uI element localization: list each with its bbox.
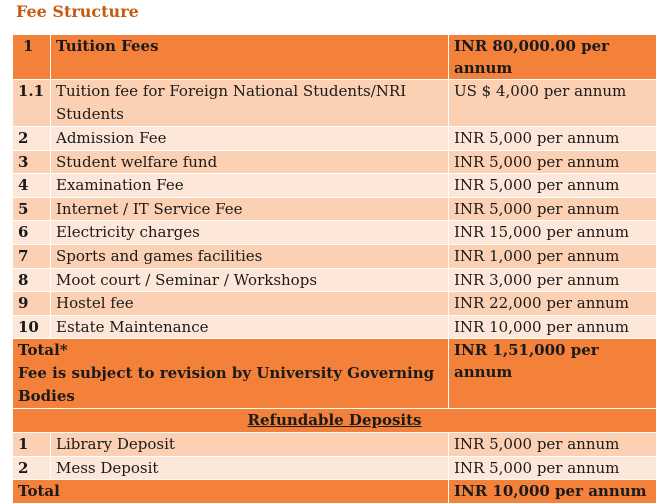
deposit-description: Mess Deposit (51, 456, 449, 480)
deposits-heading: Refundable Deposits (13, 409, 657, 433)
total-amount: INR 1,51,000 per annum (449, 339, 657, 409)
table-row (13, 315, 657, 339)
table-row (13, 80, 657, 127)
fee-amount: US $ 4,000 per annum (449, 80, 657, 127)
fee-description: Internet / IT Service Fee (51, 197, 449, 221)
row-number: 1 (13, 432, 51, 456)
table-row (13, 197, 657, 221)
row-number: 1.1 (13, 80, 51, 127)
fee-description: Examination Fee (51, 174, 449, 198)
table-row (13, 127, 657, 151)
fee-amount: INR 5,000 per annum (449, 197, 657, 221)
deposit-amount: INR 5,000 per annum (449, 456, 657, 480)
fee-amount: INR 80,000.00 per annum (449, 35, 657, 80)
deposits-heading-row (13, 409, 657, 433)
row-number: 1 (13, 35, 51, 80)
fee-description: Student welfare fund (51, 150, 449, 174)
fee-description: Tuition fee for Foreign National Students/NRI Students (51, 80, 449, 127)
fee-description: Moot court / Seminar / Workshops (51, 268, 449, 292)
deposit-amount: INR 5,000 per annum (449, 432, 657, 456)
table-row (13, 35, 657, 80)
row-number: 2 (13, 127, 51, 151)
total-row (13, 339, 657, 409)
row-number: 5 (13, 197, 51, 221)
table-row (13, 432, 657, 456)
fee-amount: INR 22,000 per annum (449, 292, 657, 316)
row-number: 3 (13, 150, 51, 174)
deposit-description: Library Deposit (51, 432, 449, 456)
fee-description: Sports and games facilities (51, 244, 449, 268)
fee-description: Tuition Fees (51, 35, 449, 80)
table-row (13, 268, 657, 292)
deposits-total-label: Total (13, 480, 449, 504)
fee-amount: INR 5,000 per annum (449, 174, 657, 198)
row-number: 4 (13, 174, 51, 198)
fee-description: Admission Fee (51, 127, 449, 151)
table-row (13, 456, 657, 480)
row-number: 7 (13, 244, 51, 268)
row-number: 10 (13, 315, 51, 339)
fee-amount: INR 15,000 per annum (449, 221, 657, 245)
fee-amount: INR 3,000 per annum (449, 268, 657, 292)
table-row (13, 221, 657, 245)
deposits-total-row (13, 480, 657, 504)
fee-description: Estate Maintenance (51, 315, 449, 339)
revision-note: Fee is subject to revision by University Governing Bodies (18, 364, 435, 406)
page-title: Fee Structure (16, 2, 139, 21)
fee-amount: INR 1,000 per annum (449, 244, 657, 268)
fee-amount: INR 5,000 per annum (449, 150, 657, 174)
table-row (13, 150, 657, 174)
fee-amount: INR 5,000 per annum (449, 127, 657, 151)
row-number: 9 (13, 292, 51, 316)
total-cell (13, 339, 449, 409)
table-row (13, 174, 657, 198)
row-number: 2 (13, 456, 51, 480)
fee-amount: INR 10,000 per annum (449, 315, 657, 339)
fee-description: Hostel fee (51, 292, 449, 316)
total-label: Total* (18, 341, 68, 360)
table-row (13, 292, 657, 316)
deposits-total-amount: INR 10,000 per annum (449, 480, 657, 504)
row-number: 6 (13, 221, 51, 245)
table-row (13, 244, 657, 268)
fee-structure-table (12, 34, 657, 504)
row-number: 8 (13, 268, 51, 292)
fee-description: Electricity charges (51, 221, 449, 245)
